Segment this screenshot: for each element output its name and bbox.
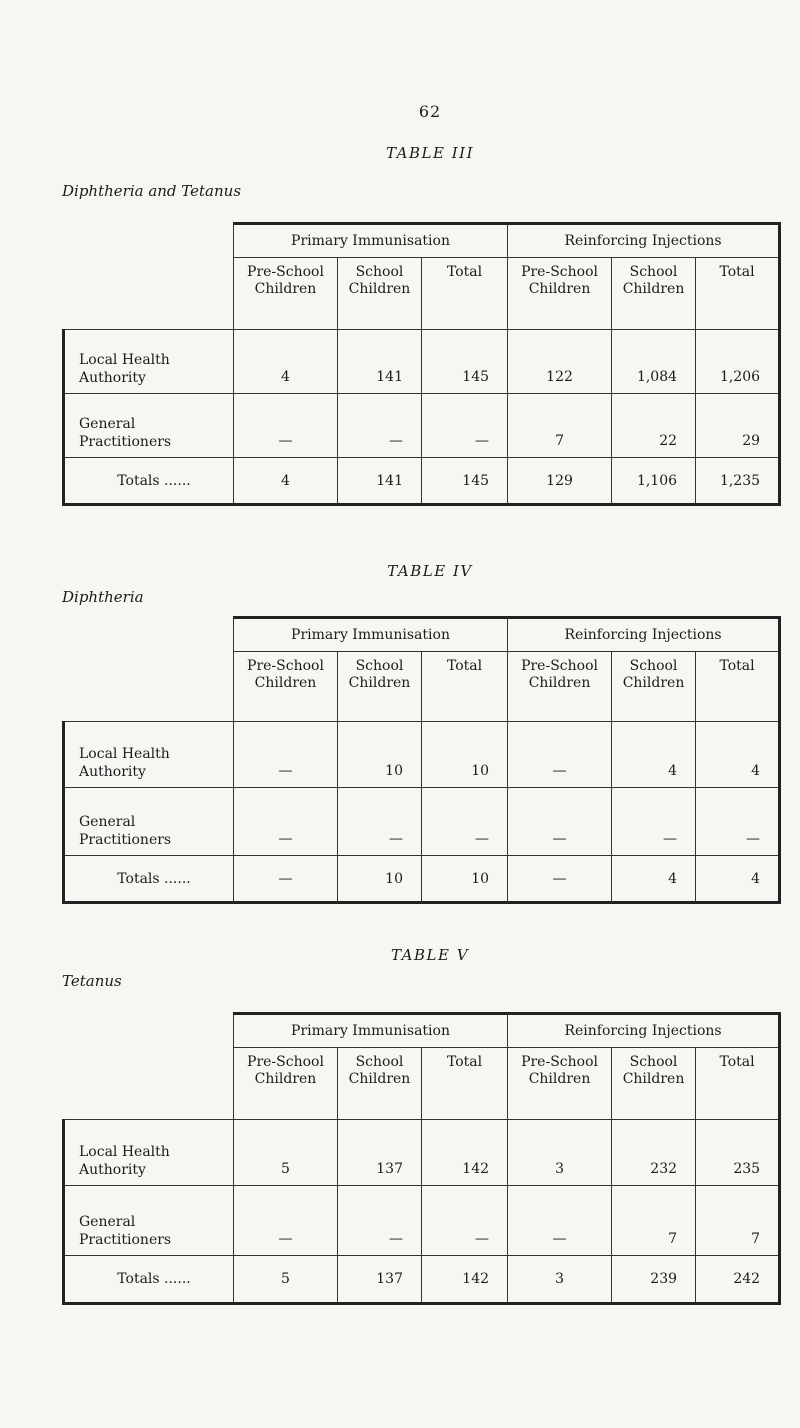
table-cell: 145	[422, 458, 508, 505]
column-header: Total	[422, 1048, 508, 1120]
page-number: 62	[418, 102, 442, 121]
row-label: Local Health Authority	[64, 330, 234, 394]
table-row	[64, 1120, 780, 1186]
table-cell: —	[422, 1186, 508, 1256]
table-cell: 3	[508, 1120, 612, 1186]
column-header: Pre-School Children	[508, 258, 612, 330]
column-header: School Children	[612, 258, 696, 330]
row-label: General Practitioners	[64, 1186, 234, 1256]
column-header: Total	[422, 258, 508, 330]
table-cell: 10	[338, 856, 422, 903]
column-header: School Children	[338, 1048, 422, 1120]
table-cell: —	[508, 788, 612, 856]
column-header: Total	[696, 1048, 780, 1120]
table-cell: 141	[338, 458, 422, 505]
table-cell: 4	[612, 856, 696, 903]
column-header: Total	[696, 258, 780, 330]
group-header: Primary Immunisation	[234, 618, 508, 652]
table-cell: 5	[234, 1256, 338, 1304]
table-cell: 1,106	[612, 458, 696, 505]
table-corner	[64, 618, 234, 722]
group-header: Reinforcing Injections	[508, 618, 780, 652]
column-header: School Children	[338, 652, 422, 722]
table-row	[64, 856, 780, 903]
column-header: Pre-School Children	[234, 258, 338, 330]
table-cell: 22	[612, 394, 696, 458]
table-cell: 4	[234, 330, 338, 394]
table-cell: 142	[422, 1256, 508, 1304]
table-cell: 232	[612, 1120, 696, 1186]
table-row	[64, 1256, 780, 1304]
group-header: Primary Immunisation	[234, 224, 508, 258]
row-label: Totals ......	[64, 856, 234, 903]
table-cell: 1,084	[612, 330, 696, 394]
table-cell: —	[338, 1186, 422, 1256]
table-row	[64, 330, 780, 394]
immunisation-table	[62, 1012, 781, 1305]
table-title: TABLE III	[386, 144, 474, 162]
table-cell: —	[338, 788, 422, 856]
group-header: Reinforcing Injections	[508, 1014, 780, 1048]
table-cell: 3	[508, 1256, 612, 1304]
table-subtitle: Tetanus	[62, 972, 122, 990]
table-cell: 129	[508, 458, 612, 505]
table-cell: —	[508, 1186, 612, 1256]
table-cell: 7	[508, 394, 612, 458]
table-subtitle: Diphtheria	[62, 588, 144, 606]
table-cell: 10	[338, 722, 422, 788]
immunisation-table	[62, 616, 781, 904]
table-cell: —	[508, 856, 612, 903]
table-cell: 137	[338, 1256, 422, 1304]
table-cell: 4	[234, 458, 338, 505]
column-header: School Children	[612, 1048, 696, 1120]
column-header: Pre-School Children	[508, 652, 612, 722]
table-cell: 10	[422, 856, 508, 903]
table-subtitle: Diphtheria and Tetanus	[62, 182, 242, 200]
table-cell: 1,206	[696, 330, 780, 394]
column-header: School Children	[612, 652, 696, 722]
table-cell: 7	[612, 1186, 696, 1256]
table-cell: 122	[508, 330, 612, 394]
row-label: Totals ......	[64, 458, 234, 505]
table-title: TABLE V	[390, 946, 470, 964]
table-row	[64, 458, 780, 505]
table-title: TABLE IV	[387, 562, 473, 580]
column-header: Pre-School Children	[234, 652, 338, 722]
table-cell: —	[234, 394, 338, 458]
immunisation-table	[62, 222, 781, 506]
column-header: Pre-School Children	[508, 1048, 612, 1120]
row-label: Totals ......	[64, 1256, 234, 1304]
table-cell: 4	[696, 856, 780, 903]
table-row	[64, 722, 780, 788]
table-cell: 142	[422, 1120, 508, 1186]
table-cell: —	[234, 856, 338, 903]
table-row	[64, 1186, 780, 1256]
table-cell: 5	[234, 1120, 338, 1186]
table-cell: —	[234, 722, 338, 788]
table-cell: 7	[696, 1186, 780, 1256]
table-corner	[64, 1014, 234, 1120]
table-cell: 1,235	[696, 458, 780, 505]
table-row	[64, 394, 780, 458]
table-cell: 145	[422, 330, 508, 394]
table-cell: 239	[612, 1256, 696, 1304]
column-header: Total	[696, 652, 780, 722]
row-label: Local Health Authority	[64, 722, 234, 788]
table-cell: 4	[612, 722, 696, 788]
column-header: Pre-School Children	[234, 1048, 338, 1120]
table-cell: 10	[422, 722, 508, 788]
table-cell: —	[338, 394, 422, 458]
column-header: School Children	[338, 258, 422, 330]
table-cell: 29	[696, 394, 780, 458]
table-cell: —	[422, 394, 508, 458]
row-label: Local Health Authority	[64, 1120, 234, 1186]
table-cell: 4	[696, 722, 780, 788]
table-cell: 235	[696, 1120, 780, 1186]
column-header: Total	[422, 652, 508, 722]
table-cell: —	[696, 788, 780, 856]
table-cell: —	[234, 1186, 338, 1256]
table-cell: 242	[696, 1256, 780, 1304]
row-label: General Practitioners	[64, 394, 234, 458]
group-header: Reinforcing Injections	[508, 224, 780, 258]
table-cell: 137	[338, 1120, 422, 1186]
group-header: Primary Immunisation	[234, 1014, 508, 1048]
table-row	[64, 788, 780, 856]
table-cell: —	[508, 722, 612, 788]
table-corner	[64, 224, 234, 330]
table-cell: —	[612, 788, 696, 856]
table-cell: —	[422, 788, 508, 856]
row-label: General Practitioners	[64, 788, 234, 856]
table-cell: 141	[338, 330, 422, 394]
table-cell: —	[234, 788, 338, 856]
